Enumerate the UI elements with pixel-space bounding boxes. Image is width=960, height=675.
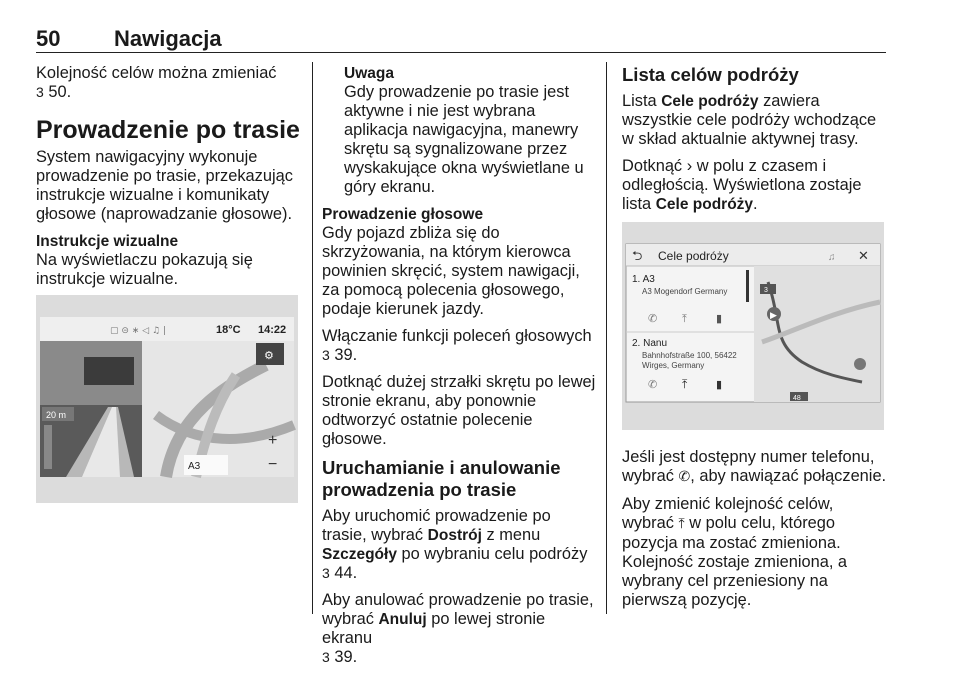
paragraph: Jeśli jest dostępny numer telefonu, wybrać ✆, aby nawiązać połączenie. xyxy=(622,448,887,485)
item2-line2: Wirges, Germany xyxy=(642,361,705,370)
temperature: 18°C xyxy=(216,324,241,336)
screen-title: Cele podróży xyxy=(658,249,729,263)
item2-title: 2. Nanu xyxy=(632,338,668,349)
subheading: Prowadzenie głosowe xyxy=(322,206,484,223)
delete-icon: ▮ xyxy=(716,313,723,325)
map-label-road: 48 xyxy=(793,395,801,402)
column-2 xyxy=(322,64,598,675)
svg-text:▢ ⊝ ∗ ◁ ♫ |: ▢ ⊝ ∗ ◁ ♫ | xyxy=(110,326,166,336)
paragraph: Dotknąć › w polu z czasem i odległością. Wyświetlona zostaje lista Cele podróży. xyxy=(622,157,862,213)
map-label-road: 3 xyxy=(764,287,768,294)
navigation-arrow-icon: ▶ xyxy=(770,310,777,320)
settings-gear-icon: ⚙ xyxy=(264,350,274,362)
distance-label: 20 m xyxy=(46,410,67,420)
road-label: A3 xyxy=(188,461,201,472)
navigation-screen-illustration xyxy=(36,295,298,503)
section-heading: Lista celów podróży xyxy=(622,64,799,85)
paragraph: Dotknąć dużej strzałki skrętu po lewej stronie ekranu, aby ponownie odtworzyć ostatnie polecenie głosowe. xyxy=(322,373,596,448)
page-number: 50 xyxy=(36,26,61,51)
column-divider-2 xyxy=(606,62,607,614)
voice-guidance: Prowadzenie głosowe Gdy pojazd zbliża się do skrzyżowania, na którym kierowca powinien skręcić, system nawigacji, za pomocą polecenia głosowego, podaje kierunek jazdy. xyxy=(322,205,598,319)
item2-line1: Bahnhofstraße 100, 56422 xyxy=(642,351,737,360)
move-up-icon: ⤒ xyxy=(682,313,687,325)
section-heading: Uruchamianie i anulowanie prowadzenia po trasie xyxy=(322,457,561,500)
phone-icon: ✆ xyxy=(648,379,658,391)
item1-title: 1. A3 xyxy=(632,274,655,285)
reference-arrow-icon: 3 xyxy=(322,565,330,581)
paragraph: System nawigacyjny wykonuje prowadzenie po trasie, przekazując instrukcje wizualne i komunikaty głosowe (naprowadzanie głosowe). xyxy=(36,148,293,223)
column-3 xyxy=(622,64,888,222)
paragraph: Aby uruchomić prowadzenie po trasie, wybrać Dostrój z menu Szczegóły po wybraniu celu podróży 3 44. xyxy=(322,507,588,582)
zoom-in-icon: + xyxy=(268,432,278,449)
phone-icon: ✆ xyxy=(648,313,658,325)
item1-subtitle: A3 Mogendorf Germany xyxy=(642,287,728,296)
note-text: Gdy prowadzenie po trasie jest aktywne i nie jest wybrana aplikacja nawigacyjna, manewry skrętu są sygnalizowane przez wyskakujące okna wyświetlane u góry ekranu. xyxy=(344,83,584,196)
clock: 14:22 xyxy=(258,324,287,336)
column-divider-1 xyxy=(312,62,313,614)
phone-icon: ✆ xyxy=(678,469,691,485)
reference-arrow-icon: 3 xyxy=(322,649,330,665)
navigation-screen-figure xyxy=(36,295,298,503)
section-heading: Prowadzenie po trasie xyxy=(36,116,300,144)
note-label: Uwaga xyxy=(344,65,394,82)
paragraph: Lista Cele podróży zawiera wszystkie cele podróży wchodzące w skład aktualnie aktywnej trasy. xyxy=(622,92,877,148)
column-1 xyxy=(36,64,304,297)
paragraph: Aby anulować prowadzenie po trasie, wybrać Anuluj po lewej stronie ekranu 3 39. xyxy=(322,591,594,666)
move-to-top-icon: ⤒ xyxy=(678,516,685,532)
destinations-screen-illustration xyxy=(622,222,884,430)
reference-arrow-icon: 3 xyxy=(322,347,330,363)
close-icon: ✕ xyxy=(858,248,869,263)
chapter-title: Nawigacja xyxy=(114,26,222,51)
move-up-icon: ⤒ xyxy=(682,377,688,391)
paragraph: Włączanie funkcji poleceń głosowych 3 39. xyxy=(322,327,592,364)
visual-instructions: Instrukcje wizualne Na wyświetlaczu pokazują się instrukcje wizualne. xyxy=(36,232,304,289)
delete-icon: ▮ xyxy=(716,379,723,391)
note-box xyxy=(322,64,598,197)
intro-text: Kolejność celów można zmieniać 3 50. xyxy=(36,64,277,101)
zoom-out-icon: − xyxy=(268,456,278,473)
music-icon: ♫ xyxy=(828,252,836,263)
reference-arrow-icon: 3 xyxy=(36,84,44,100)
paragraph: Aby zmienić kolejność celów, wybrać ⤒ w polu celu, którego pozycja ma zostać zmieniona. Kolejność zostaje zmieniona, a wybrany cel przeniesiony na pierwszą pozycję. xyxy=(622,495,848,609)
chevron-right-icon: › xyxy=(686,157,693,175)
column-3-lower xyxy=(622,448,888,618)
subheading: Instrukcje wizualne xyxy=(36,233,179,250)
destinations-screen-figure xyxy=(622,222,884,430)
back-arrow-icon: ⮌ xyxy=(632,248,643,263)
header-rule xyxy=(36,52,886,53)
